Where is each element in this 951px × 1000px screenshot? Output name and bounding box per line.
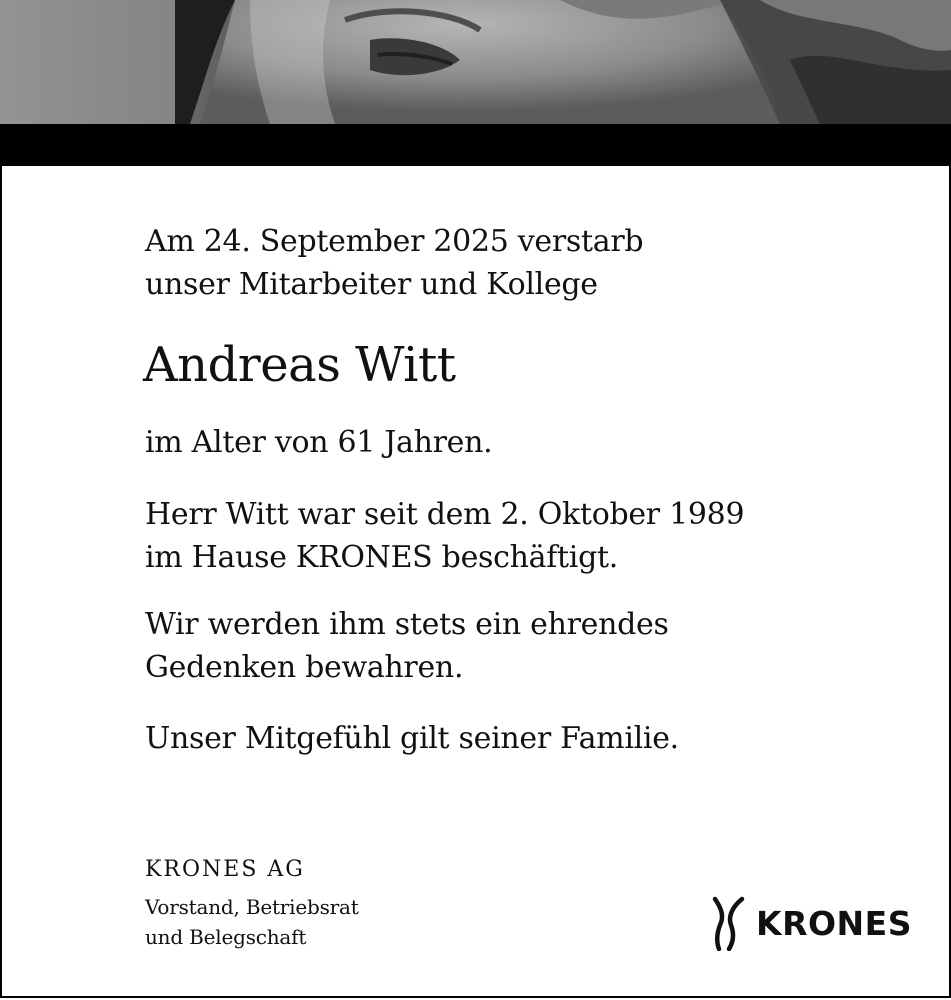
deceased-name: Andreas Witt bbox=[143, 337, 456, 393]
signature-line: Vorstand, Betriebsrat bbox=[145, 895, 359, 919]
black-band bbox=[0, 124, 951, 166]
employment-text bbox=[145, 493, 744, 579]
employment-line: Herr Witt war seit dem 2. Oktober 1989 bbox=[145, 497, 745, 532]
remembrance-line: Gedenken bewahren. bbox=[145, 650, 464, 685]
signature-line: und Belegschaft bbox=[145, 925, 307, 949]
employment-line: im Hause KRONES beschäftigt. bbox=[145, 540, 618, 575]
intro-line: Am 24. September 2025 verstarb bbox=[145, 224, 644, 259]
intro-line: unser Mitarbeiter und Kollege bbox=[145, 267, 598, 302]
intro-text bbox=[145, 220, 643, 306]
angel-statue-photo-icon bbox=[0, 0, 951, 124]
age-line: im Alter von 61 Jahren. bbox=[145, 425, 493, 460]
remembrance-text bbox=[145, 603, 669, 689]
age-text bbox=[145, 421, 492, 464]
condolence-line: Unser Mitgefühl gilt seiner Familie. bbox=[145, 721, 679, 756]
logo-text: KRONES bbox=[756, 903, 912, 943]
krones-logo bbox=[712, 893, 912, 953]
signature-lines bbox=[145, 892, 359, 952]
remembrance-line: Wir werden ihm stets ein ehrendes bbox=[145, 607, 669, 642]
condolence-text bbox=[145, 717, 679, 760]
header-photo bbox=[0, 0, 951, 124]
signature-company: KRONES AG bbox=[145, 857, 305, 882]
krones-logo-mark-icon bbox=[712, 895, 746, 951]
